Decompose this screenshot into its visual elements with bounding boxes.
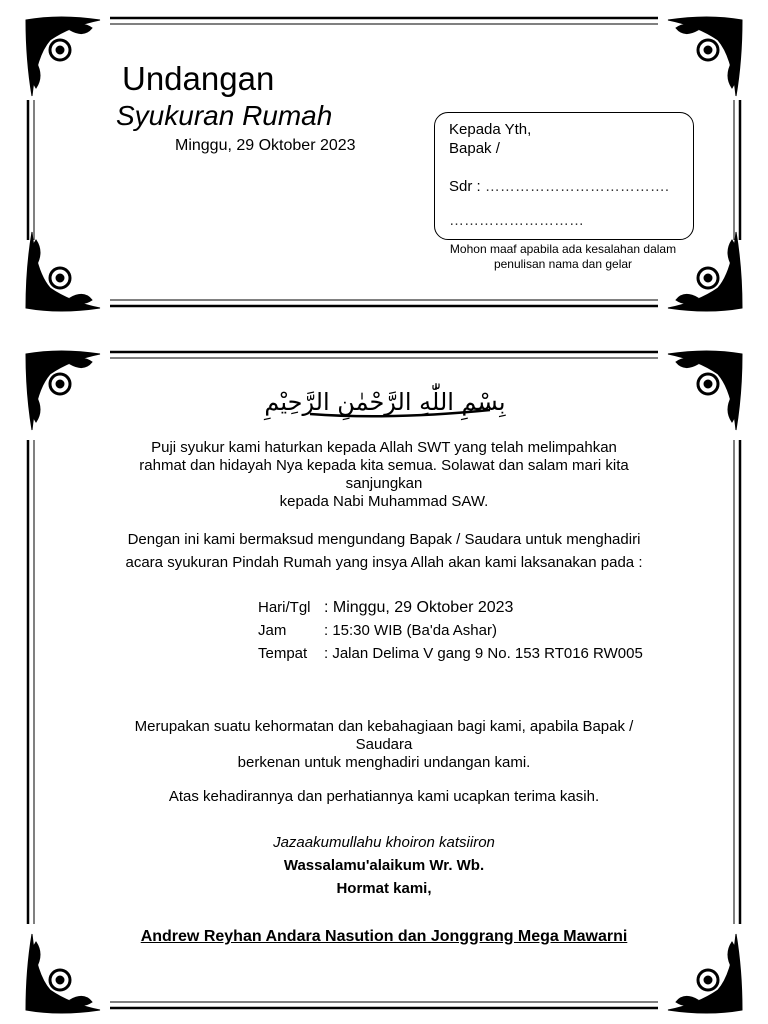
detail-label-day: Hari/Tgl (258, 599, 311, 616)
envelope-card (0, 0, 768, 328)
address-line-bapak: Bapak / (449, 140, 500, 157)
detail-value-place: : Jalan Delima V gang 9 No. 153 RT016 RW005 (324, 645, 643, 662)
opening-paragraph (90, 439, 678, 511)
jazaakum-text: Jazaakumullahu khoiron katsiiron (273, 834, 495, 851)
corner-ornament-tr (668, 17, 742, 96)
address-line-kepada: Kepada Yth, (449, 121, 532, 138)
honor-paragraph (90, 718, 678, 772)
envelope-date: Minggu, 29 Oktober 2023 (175, 137, 356, 154)
corner-ornament-tr-2 (668, 351, 742, 430)
address-box (434, 112, 694, 240)
envelope-title: Undangan (122, 60, 275, 97)
intent-line-1: Dengan ini kami bermaksud mengundang Bapak / Saudara untuk menghadiri (127, 531, 641, 548)
detail-label-time: Jam (258, 622, 287, 639)
note-line-2: penulisan nama dan gelar (493, 257, 633, 271)
sdr-label: Sdr : (449, 178, 481, 195)
intent-paragraph (90, 528, 678, 574)
sdr-dots: ………………………………. (484, 178, 670, 195)
intent-line-2: acara syukuran Pindah Rumah yang insya Allah akan kami laksanakan pada : (125, 554, 643, 571)
opening-line-3: sanjungkan (345, 475, 423, 492)
detail-value-day: : Minggu, 29 Oktober 2023 (324, 599, 514, 616)
event-details (258, 596, 643, 665)
honor-line-1: Merupakan suatu kehormatan dan kebahagiaan bagi kami, apabila Bapak / (134, 718, 634, 735)
closing-greeting: Wassalamu'alaikum Wr. Wb. (283, 857, 485, 874)
envelope-note (434, 242, 692, 272)
envelope-subtitle: Syukuran Rumah (116, 100, 333, 131)
detail-value-time: : 15:30 WIB (Ba'da Ashar) (324, 622, 497, 639)
basmala-text: بِسْمِ اللّٰهِ الرَّحْمٰنِ الرَّحِيْمِ (264, 388, 506, 416)
address-line-sdr (449, 177, 679, 196)
detail-row-day (258, 596, 643, 619)
opening-line-2: rahmat dan hidayah Nya kepada kita semua. Solawat dan salam mari kita (139, 457, 629, 474)
corner-ornament-tl (26, 17, 100, 96)
opening-line-1: Puji syukur kami haturkan kepada Allah SWT yang telah melimpahkan (151, 439, 617, 456)
regards-text: Hormat kami, (336, 880, 432, 897)
corner-ornament-tl-2 (26, 351, 100, 430)
detail-label-place: Tempat (258, 645, 308, 662)
host-names: Andrew Reyhan Andara Nasution dan Jonggrang Mega Mawarni (140, 928, 628, 945)
opening-line-4: kepada Nabi Muhammad SAW. (279, 493, 489, 510)
honor-line-2: Saudara (355, 736, 413, 753)
detail-row-time (258, 619, 643, 642)
honor-line-3: berkenan untuk menghadiri undangan kami. (237, 754, 531, 771)
thanks-text: Atas kehadirannya dan perhatiannya kami ucapkan terima kasih. (168, 788, 600, 805)
detail-row-place (258, 642, 643, 665)
address-line-dots: ……………………… (449, 212, 584, 229)
corner-ornament-bl (26, 232, 100, 311)
note-line-1: Mohon maaf apabila ada kesalahan dalam (449, 242, 677, 256)
basmala-calligraphy (250, 380, 520, 428)
